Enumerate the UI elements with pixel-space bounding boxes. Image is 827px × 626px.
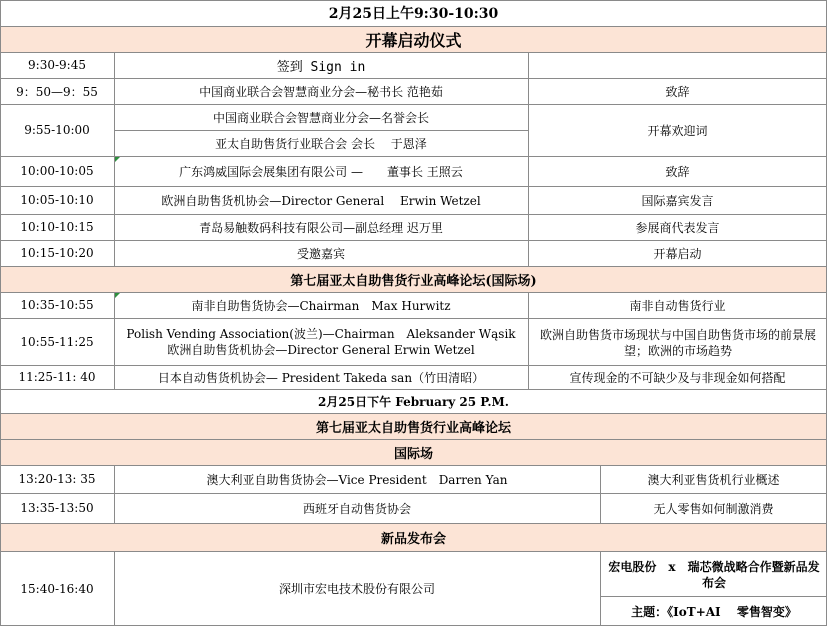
table-row-topic	[528, 52, 827, 78]
table-row-topic: 澳大利亚售货机行业概述	[647, 472, 780, 487]
table-row-speaker: 受邀嘉宾	[296, 246, 345, 261]
grid-line	[0, 0, 827, 1]
grid-line	[114, 465, 115, 523]
grid-line	[0, 551, 827, 552]
grid-line	[528, 292, 529, 389]
table-row-time: 10:15-10:20	[20, 246, 94, 260]
table-row-speaker: 欧洲自助售货机协会—Director General Erwin Wetzel	[161, 193, 481, 208]
table-row-time: 9:55-10:00	[24, 123, 90, 137]
grid-line	[0, 318, 827, 319]
afternoon-forum-title: 第七届亚太自助售货行业高峰论坛	[0, 413, 827, 439]
grid-line	[114, 551, 115, 626]
table-row-topic: 开幕欢迎词	[647, 123, 708, 138]
grid-line	[0, 439, 827, 440]
grid-line	[0, 292, 827, 293]
table-row-speaker: 青岛易触数码科技有限公司—副总经理 迟万里	[199, 220, 443, 235]
table-row-speaker: 中国商业联合会智慧商业分会—秘书长 范艳茹	[199, 84, 443, 99]
grid-line	[0, 365, 827, 366]
grid-line	[0, 104, 827, 105]
grid-line	[0, 465, 827, 466]
table-row-topic: 开幕启动	[653, 246, 702, 261]
opening-ceremony-title: 开幕启动仪式	[0, 26, 827, 52]
table-row-time: 10:00-10:05	[20, 164, 94, 178]
table-row-topic: 参展商代表发言	[635, 220, 720, 235]
table-row-topic: 致辞	[665, 164, 690, 179]
afternoon-intl-title: 国际场	[0, 439, 827, 465]
grid-line	[0, 0, 1, 626]
cell-comment-marker	[115, 157, 120, 162]
table-row-topic: 南非自动售货行业	[629, 298, 726, 313]
table-row-speaker-secondary: 亚太自助售货行业联合会 会长 于恩泽	[215, 136, 427, 151]
table-row-topic: 国际嘉宾发言	[641, 193, 714, 208]
table-row-speaker	[114, 318, 528, 365]
table-row-time: 13:20-13: 35	[18, 472, 96, 486]
table-row-speaker: 澳大利亚自助售货协会—Vice President Darren Yan	[206, 472, 508, 487]
grid-line	[0, 266, 827, 267]
grid-line	[0, 523, 827, 524]
table-row-topic: 致辞	[665, 84, 690, 99]
intl-forum-title: 第七届亚太自助售货行业高峰论坛(国际场)	[0, 266, 827, 292]
table-row-time: 15:40-16:40	[20, 581, 94, 596]
launch-theme: 主题：《IoT+AI 零售智变》	[631, 604, 797, 619]
grid-line	[0, 52, 827, 53]
table-row-topic: 欧洲自助售货市场现状与中国自助售货市场的前景展望；欧洲的市场趋势	[540, 327, 816, 358]
table-row-speaker: 南非自助售货协会—Chairman Max Hurwitz	[191, 298, 451, 313]
grid-line	[114, 130, 528, 131]
grid-line	[528, 52, 529, 266]
table-row-speaker: 签到 Sign in	[276, 59, 366, 75]
grid-line	[0, 240, 827, 241]
grid-line	[0, 389, 827, 390]
grid-line	[600, 596, 827, 597]
table-row-topic: 无人零售如何制激消费	[653, 501, 774, 516]
speaker-line-1: Polish Vending Association(波兰)—Chairman Aleksander Wąsik	[126, 326, 516, 341]
table-row-time: 9:30-9:45	[28, 58, 86, 72]
grid-line	[0, 26, 827, 27]
launch-topic: 宏电股份 x 瑞芯微战略合作暨新品发布会	[608, 560, 820, 590]
table-row-speaker: 中国商业联合会智慧商业分会—名誉会长	[212, 110, 429, 125]
table-row-speaker: 西班牙自动售货协会	[302, 501, 411, 516]
product-launch-title: 新品发布会	[0, 523, 827, 551]
table-row-time: 10:35-10:55	[20, 298, 94, 312]
table-row-time: 10:55-11:25	[20, 334, 94, 349]
grid-line	[0, 413, 827, 414]
grid-line	[0, 78, 827, 79]
grid-line	[600, 551, 601, 626]
grid-line	[0, 214, 827, 215]
cell-comment-marker	[115, 293, 120, 298]
table-row-speaker: 日本自动售货机协会— President Takeda san（竹田清昭）	[157, 370, 485, 385]
grid-line	[0, 186, 827, 187]
table-row-time: 11:25-11: 40	[18, 370, 96, 384]
table-row-time: 10:10-10:15	[20, 220, 94, 234]
grid-line	[0, 156, 827, 157]
grid-line	[114, 292, 115, 389]
table-row-topic: 宣传现金的不可缺少及与非现金如何搭配	[569, 370, 786, 385]
table-row-time: 13:35-13:50	[20, 501, 94, 515]
table-row-speaker: 广东鸿威国际会展集团有限公司 — 董事长 王照云	[179, 164, 463, 179]
table-row-time: 9：50—9：55	[16, 84, 98, 99]
grid-line	[600, 465, 601, 523]
afternoon-session-header: 2月25日下午 February 25 P.M.	[318, 394, 509, 409]
table-row-time: 10:05-10:10	[20, 193, 94, 207]
grid-line	[0, 493, 827, 494]
table-row-speaker: 深圳市宏电技术股份有限公司	[278, 582, 435, 596]
speaker-line-2: 欧洲自助售货机协会—Director General Erwin Wetzel	[167, 342, 475, 357]
morning-session-header: 2月25日上午9:30-10:30	[328, 6, 499, 22]
